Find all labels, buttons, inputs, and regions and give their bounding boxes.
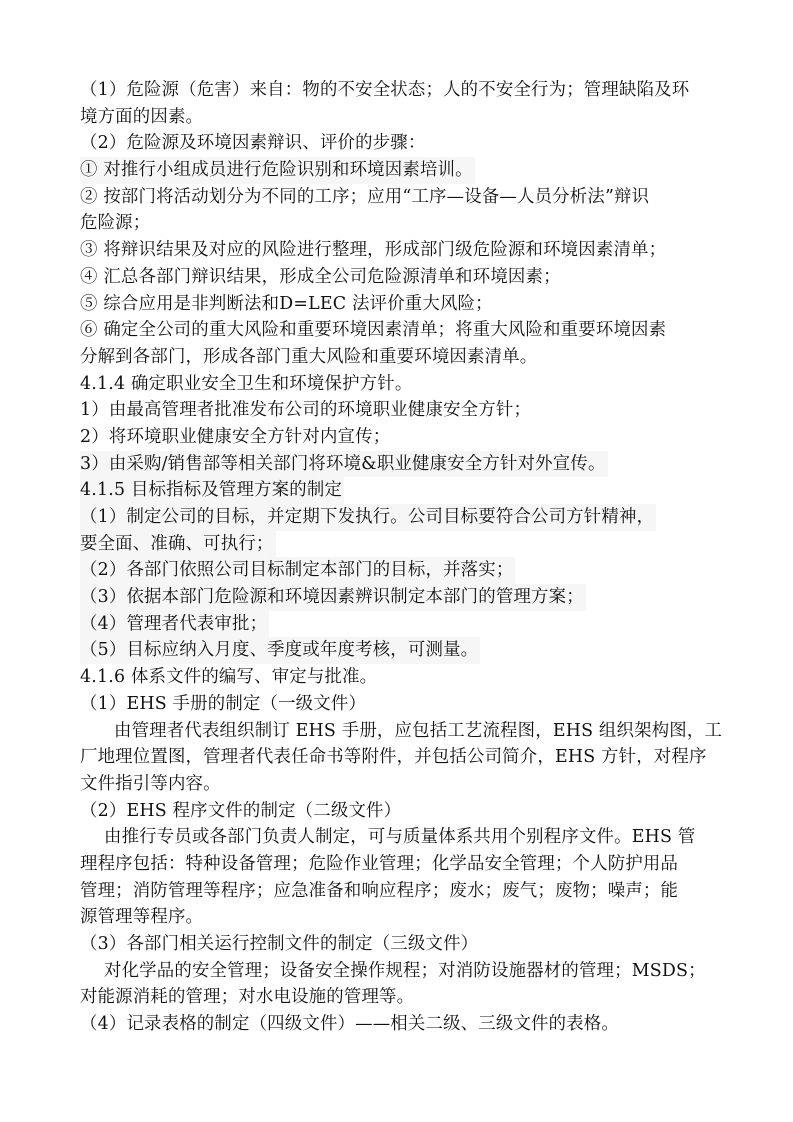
line-text: （4）管理者代表审批； — [80, 611, 269, 638]
line-text: ⑥ 确定全公司的重大风险和重要环境因素清单；将重大风险和重要环境因素 — [80, 320, 667, 341]
line-text: 4.1.5 目标指标及管理方案的制定 — [80, 477, 344, 504]
line-text: 由管理者代表组织制订 EHS 手册，应包括工艺流程图，EHS 组织架构图，工 — [114, 720, 723, 741]
paragraph-line — [80, 77, 720, 104]
list-item — [80, 611, 720, 638]
line-text: 要全面、准确、可执行； — [80, 531, 276, 558]
line-text: （2）各部门依照公司目标制定本部门的目标，并落实； — [80, 557, 515, 584]
line-text: （5）目标应纳入月度、季度或年度考核，可测量。 — [80, 637, 480, 664]
line-text: 境方面的因素。 — [80, 106, 204, 127]
subsection-heading — [80, 691, 720, 718]
line-text: （1）危险源（危害）来自：物的不安全状态；人的不安全行为；管理缺陷及环 — [80, 80, 690, 100]
section-heading-4-1-5 — [80, 477, 720, 504]
line-text: （4）记录表格的制定（四级文件）——相关二级、三级文件的表格。 — [80, 1014, 619, 1035]
section-heading-4-1-6 — [80, 664, 720, 691]
line-text: 源管理等程序。 — [80, 907, 204, 928]
list-item-step-5 — [80, 291, 720, 318]
line-text: ① 对推行小组成员进行危险识别和环境因素培训。 — [80, 157, 475, 184]
paragraph-line — [80, 984, 720, 1011]
subsection-heading — [80, 798, 720, 825]
line-text: 2）将环境职业健康安全方针对内宣传； — [80, 426, 391, 447]
line-text: （1）制定公司的目标，并定期下发执行。公司目标要符合公司方针精神， — [80, 504, 656, 531]
subsection-heading — [80, 931, 720, 958]
line-text: ⑤ 综合应用是非判断法和D=LEC 法评价重大风险； — [80, 293, 493, 314]
section-heading-4-1-4 — [80, 371, 720, 398]
paragraph-line — [80, 531, 720, 558]
paragraph-line — [80, 824, 720, 851]
list-item — [80, 557, 720, 584]
paragraph-line — [80, 718, 723, 745]
paragraph-line — [80, 904, 720, 931]
list-item-step-3 — [80, 237, 720, 264]
line-text: ④ 汇总各部门辩识结果，形成全公司危险源清单和环境因素； — [80, 266, 561, 287]
list-item — [80, 504, 720, 531]
document-body — [80, 77, 723, 1038]
line-text: 理程序包括：特种设备管理；危险作业管理；化学品安全管理；个人防护用品 — [80, 853, 679, 874]
list-item-step-1 — [80, 157, 720, 184]
line-text: 由推行专员或各部门负责人制定，可与质量体系共用个别程序文件。EHS 管 — [104, 827, 696, 848]
line-text: 3）由采购/销售部等相关部门将环境&职业健康安全方针对外宣传。 — [80, 451, 608, 478]
list-item-step-2 — [80, 184, 720, 211]
line-text: 4.1.6 体系文件的编写、审定与批准。 — [80, 667, 378, 688]
list-item — [80, 637, 720, 664]
list-item — [80, 451, 720, 478]
line-text: （2）EHS 程序文件的制定（二级文件） — [80, 800, 402, 821]
paragraph-line — [80, 104, 720, 131]
paragraph-line — [80, 744, 720, 771]
line-text: （3）各部门相关运行控制文件的制定（三级文件） — [80, 934, 479, 954]
list-item — [80, 584, 720, 611]
line-text: （2）危险源及环境因素辩识、评价的步骤： — [80, 133, 426, 154]
paragraph-line — [80, 851, 720, 878]
paragraph-line — [80, 210, 720, 237]
paragraph-line — [80, 344, 720, 371]
paragraph-line — [80, 130, 720, 157]
line-text: 4.1.4 确定职业安全卫生和环境保护方针。 — [80, 373, 413, 394]
subsection-heading — [80, 1011, 720, 1038]
list-item-step-6 — [80, 317, 720, 344]
paragraph-line — [80, 958, 720, 985]
line-text: ② 按部门将活动划分为不同的工序；应用“工序—设备—人员分析法”辩识 — [80, 186, 650, 207]
line-text: 1）由最高管理者批准发布公司的环境职业健康安全方针； — [80, 400, 532, 421]
list-item — [80, 397, 720, 424]
line-text: 对化学品的安全管理；设备安全操作规程；对消防设施器材的管理；MSDS； — [104, 960, 706, 981]
line-text: 对能源消耗的管理；对水电设施的管理等。 — [80, 987, 415, 1008]
line-text: 文件指引等内容。 — [80, 773, 221, 794]
line-text: 分解到各部门，形成各部门重大风险和重要环境因素清单。 — [80, 346, 538, 367]
paragraph-line — [80, 771, 720, 798]
line-text: ③ 将辩识结果及对应的风险进行整理，形成部门级危险源和环境因素清单； — [80, 240, 667, 261]
line-text: 厂地理位置图，管理者代表任命书等附件，并包括公司简介，EHS 方针，对程序 — [80, 747, 707, 768]
line-text: 危险源； — [80, 213, 151, 234]
line-text: （3）依据本部门危险源和环境因素辨识制定本部门的管理方案； — [80, 584, 586, 611]
list-item — [80, 424, 720, 451]
line-text: 管理；消防管理等程序；应急准备和响应程序；废水；废气；废物；噪声；能 — [80, 880, 679, 901]
paragraph-line — [80, 878, 720, 905]
list-item-step-4 — [80, 264, 720, 291]
line-text: （1）EHS 手册的制定（一级文件） — [80, 693, 367, 714]
